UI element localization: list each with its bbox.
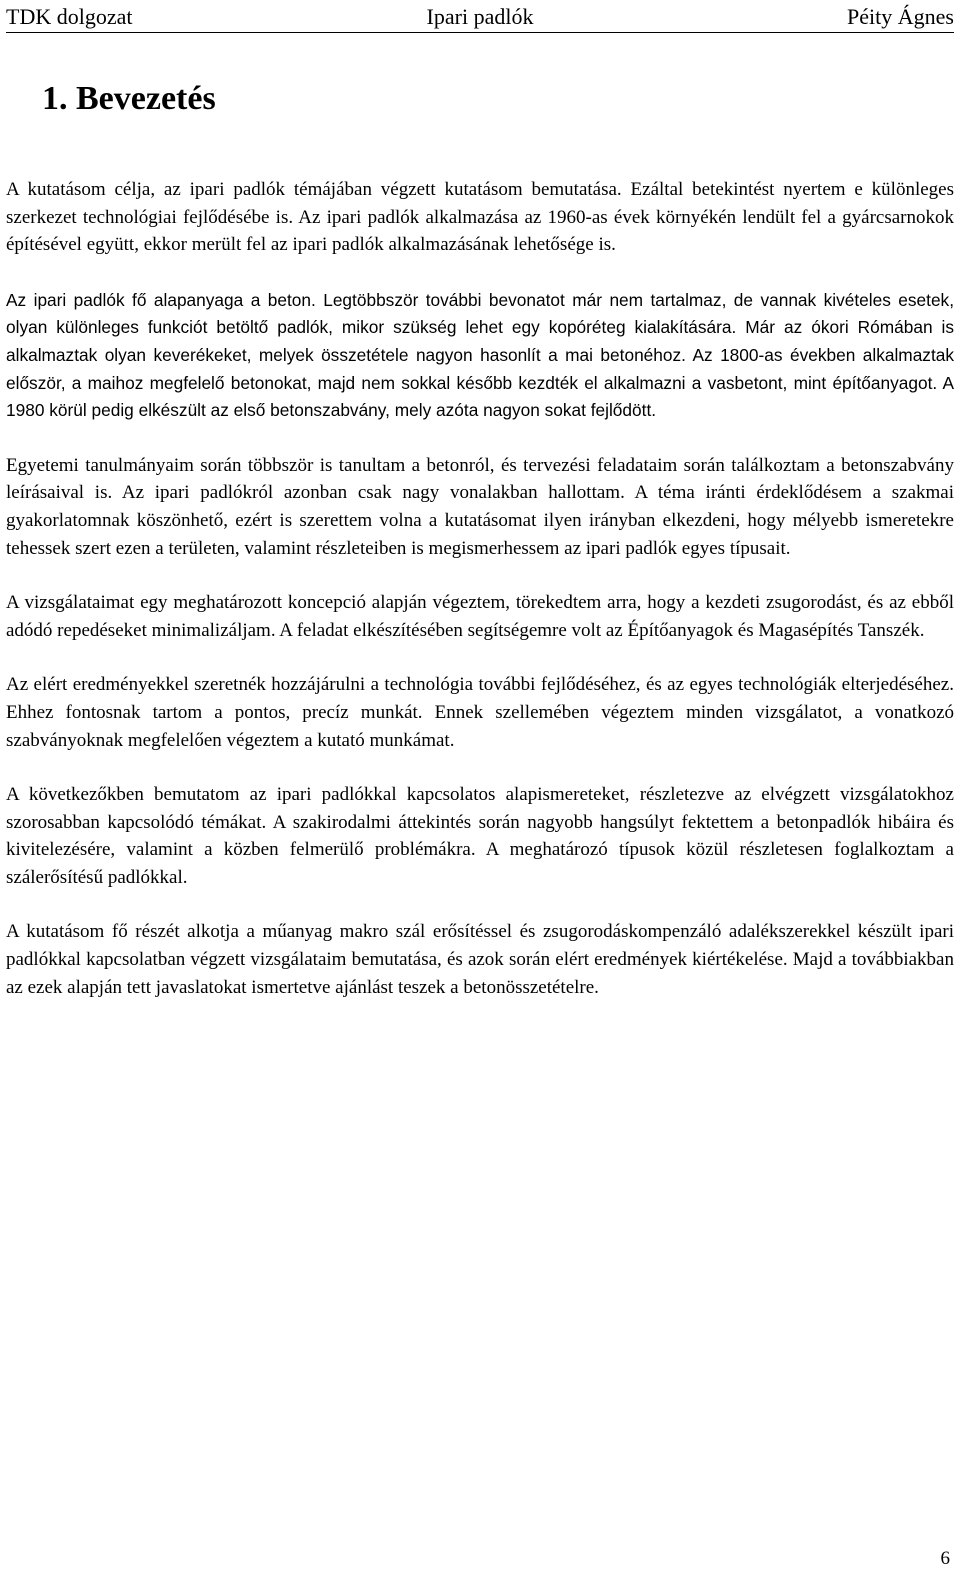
- paragraph: Az ipari padlók fő alapanyaga a beton. Legtöbbször további bevonatot már nem tartalmaz, de vannak kivételes esetek, olyan különleges funkciót betöltő padlók, mikor szükség lehet egy kopóréteg kialakítására. Már az ókori Rómában is alkalmaztak olyan keverékeket, melyek összetétele nagyon hasonlít a mai betonéhoz. Az 1800-as években alkalmaztak először, a maihoz megfelelő betonokat, majd nem sokkal később kezdték el alkalmazni a vasbetont, mint építőanyagot. A 1980 körül pedig elkészült az első betonszabvány, mely azóta nagyon sokat fejlődött.: [6, 289, 954, 421]
- body-text: [6, 176, 954, 1028]
- paragraph: A következőkben bemutatom az ipari padlókkal kapcsolatos alapismereteket, részletezve az elvégzett vizsgálatokhoz szorosabban kapcsolódó témákat. A szakirodalmi áttekintés során nagyobb hangsúlyt fektettem a betonpadlók hibáira és kivitelezésére, valamint a közben felmerülő problémákra. A meghatározó típusok közül részletesen foglalkoztam a szálerősítésű padlókkal.: [6, 784, 954, 888]
- running-header: [6, 2, 954, 33]
- header-document-type: TDK dolgozat: [6, 4, 133, 29]
- page-number: 6: [940, 1548, 950, 1569]
- paragraph: Egyetemi tanulmányaim során többször is tanultam a betonról, és tervezési feladataim során találkoztam a betonszabvány leírásaival is. Az ipari padlókról azonban csak nagy vonalakban hallottam. A téma iránti érdeklődésem a szakmai gyakorlatomnak köszönhető, ezért is szerettem volna a kutatásomat ilyen irányban elkezdeni, hogy mélyebb ismeretekre tehessek szert ezen a területen, valamint részleteiben is megismerhessem az ipari padlók egyes típusait.: [6, 454, 954, 559]
- header-author: Péity Ágnes: [847, 4, 954, 29]
- paragraph: A vizsgálataimat egy meghatározott koncepció alapján végeztem, törekedtem arra, hogy a kezdeti zsugorodást, és az ebből adódó repedéseket minimalizáljam. A feladat elkészítésében segítségemre volt az Építőanyagok és Magasépítés Tanszék.: [6, 592, 954, 641]
- paragraph: Az elért eredményekkel szeretnék hozzájárulni a technológia további fejlődéséhez, és az egyes technológiák elterjedéséhez. Ehhez fontosnak tartom a pontos, precíz munkát. Ennek szellemében végeztem minden vizsgálatot, a vonatkozó szabványoknak megfelelően végeztem a kutató munkámat.: [6, 674, 954, 751]
- paragraph: A kutatásom fő részét alkotja a műanyag makro szál erősítéssel és zsugorodáskompenzáló adalékszerekkel készült ipari padlókkal kapcsolatban végzett vizsgálataim bemutatása, és azok során elért eredmények kiértékelése. Majd a továbbiakban az ezek alapján tett javaslatokat ismertetve ajánlást teszek a betonösszetételre.: [6, 921, 954, 998]
- section-title: 1. Bevezetés: [42, 80, 216, 117]
- header-topic: Ipari padlók: [426, 4, 534, 29]
- paragraph: A kutatásom célja, az ipari padlók témájában végzett kutatásom bemutatása. Ezáltal betekintést nyertem e különleges szerkezet technológiai fejlődésébe is. Az ipari padlók alkalmazása az 1960-as évek környékén lendült fel a gyárcsarnokok építésével együtt, ekkor merült fel az ipari padlók alkalmazásának lehetősége is.: [6, 179, 954, 256]
